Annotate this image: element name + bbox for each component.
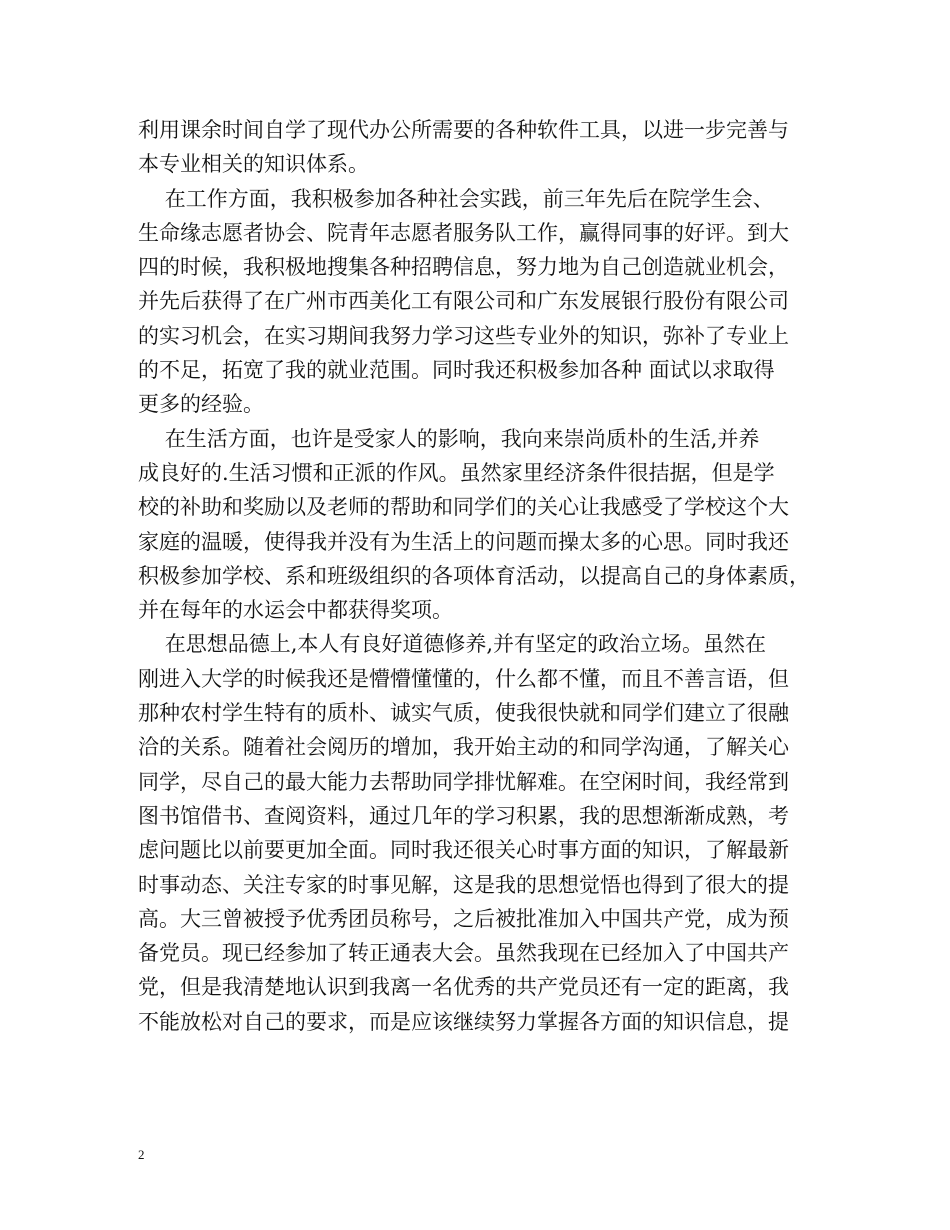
text-line: 生命缘志愿者协会、院青年志愿者服务队工作，赢得同事的好评。到大 (138, 220, 789, 245)
text-line: 在工作方面，我积极参加各种社会实践，前三年先后在院学生会、 (138, 186, 774, 211)
text-line: 更多的经验。 (138, 392, 264, 417)
text-line: 时事动态、关注专家的时事见解，这是我的思想觉悟也得到了很大的提 (138, 872, 789, 897)
text-line: 校的补助和奖励以及老师的帮助和同学们的关心让我感受了学校这个大 (138, 495, 789, 520)
text-line: 的实习机会，在实习期间我努力学习这些专业外的知识，弥补了专业上 (138, 323, 789, 348)
text-line: 洽的关系。随着社会阅历的增加，我开始主动的和同学沟通，了解关心 (138, 735, 789, 760)
text-line: 那种农村学生特有的质朴、诚实气质，使我很快就和同学们建立了很融 (138, 701, 789, 726)
text-line: 虑问题比以前要更加全面。同时我还很关心时事方面的知识，了解最新 (138, 838, 789, 863)
text-line: 并先后获得了在广州市西美化工有限公司和广东发展银行股份有限公司 (138, 289, 789, 314)
text-line: 的不足，拓宽了我的就业范围。同时我还积极参加各种 面试以求取得 (138, 358, 775, 383)
text-line: 积极参加学校、系和班级组织的各项体育活动，以提高自己的身体素质， (138, 563, 810, 588)
text-line: 并在每年的水运会中都获得奖项。 (138, 598, 453, 623)
text-line: 在思想品德上,本人有良好道德修养,并有坚定的政治立场。虽然在 (138, 632, 767, 657)
text-line: 本专业相关的知识体系。 (138, 152, 369, 177)
page-number: 2 (138, 1147, 145, 1162)
text-line: 同学，尽自己的最大能力去帮助同学排忧解难。在空闲时间，我经常到 (138, 769, 789, 794)
text-line: 成良好的.生活习惯和正派的作风。虽然家里经济条件很拮据，但是学 (138, 460, 775, 485)
text-line: 家庭的温暖，使得我并没有为生活上的问题而操太多的心思。同时我还 (138, 529, 789, 554)
text-line: 利用课余时间自学了现代办公所需要的各种软件工具，以进一步完善与 (138, 118, 789, 142)
text-line: 不能放松对自己的要求，而是应该继续努力掌握各方面的知识信息，提 (138, 1009, 789, 1034)
body-text (138, 113, 818, 1039)
text-line: 在生活方面，也许是受家人的影响，我向来崇尚质朴的生活,并养 (138, 426, 760, 451)
text-line: 图书馆借书、查阅资料，通过几年的学习积累，我的思想渐渐成熟，考 (138, 803, 789, 828)
text-line: 刚进入大学的时候我还是懵懵懂懂的，什么都不懂，而且不善言语，但 (138, 666, 789, 691)
text-line: 四的时候，我积极地搜集各种招聘信息，努力地为自己创造就业机会， (138, 255, 789, 280)
text-line: 党，但是我清楚地认识到我离一名优秀的共产党员还有一定的距离，我 (138, 975, 789, 1000)
text-line: 高。大三曾被授予优秀团员称号，之后被批准加入中国共产党，成为预 (138, 906, 789, 931)
text-line: 备党员。现已经参加了转正通表大会。虽然我现在已经加入了中国共产 (138, 941, 789, 966)
